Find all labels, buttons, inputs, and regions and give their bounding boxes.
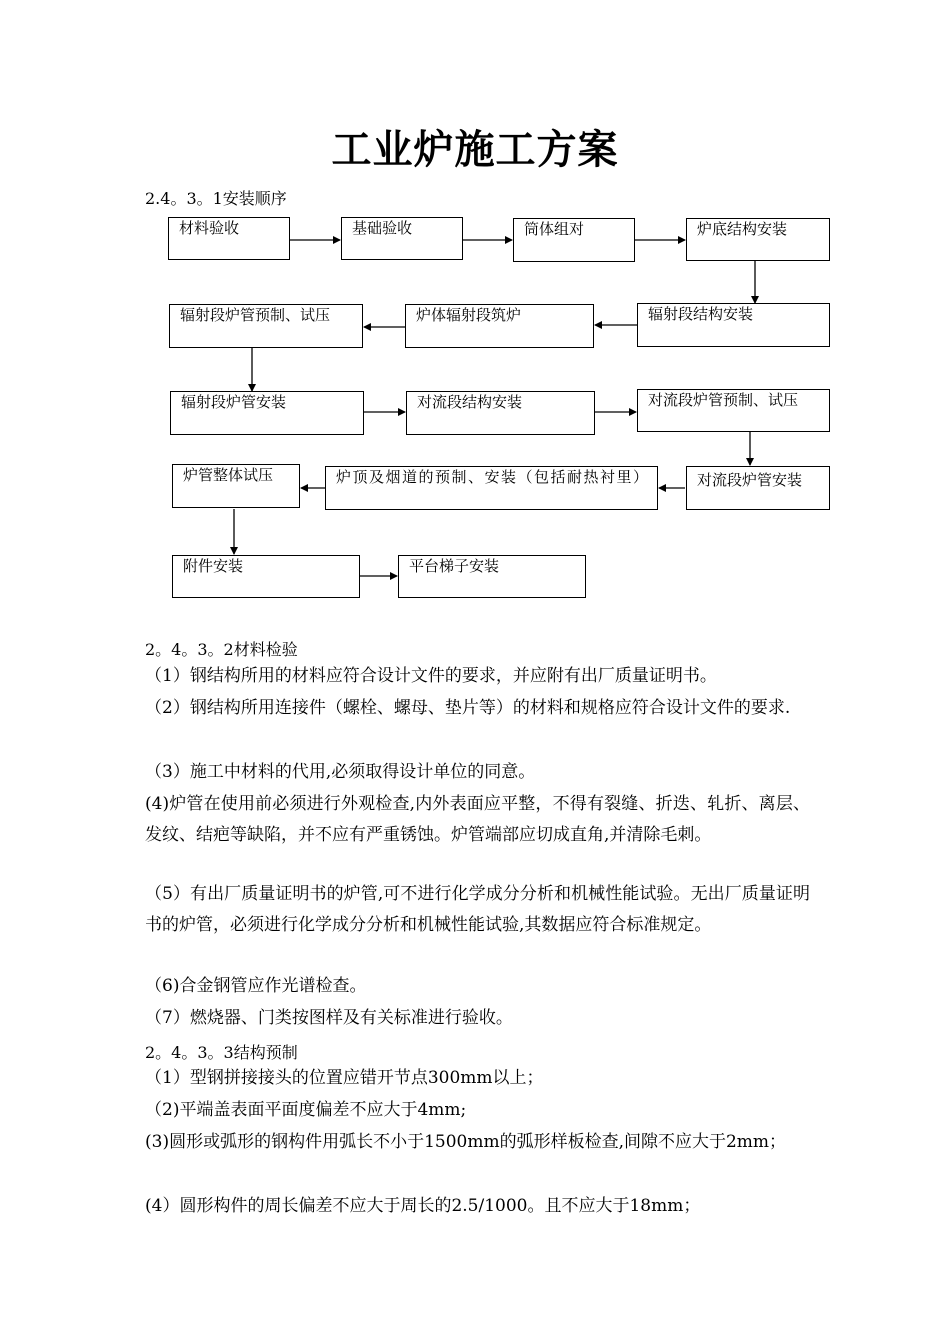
flow-step-radiant-tube-install: 辐射段炉管安装	[170, 391, 364, 435]
section-heading-install-sequence: 2.4。3。1安装顺序	[145, 189, 287, 208]
flow-step-radiant-structure: 辐射段结构安装	[637, 303, 830, 347]
inspection-item-3: （3）施工中材料的代用,必须取得设计单位的同意。	[145, 762, 536, 782]
flow-step-foundation-acceptance: 基础验收	[341, 217, 463, 260]
flow-step-tube-pressure-test: 炉管整体试压	[172, 464, 300, 508]
prefab-item-3: (3)圆形或弧形的钢构件用弧长不小于1500mm的弧形样板检查,间隙不应大于2mm；	[145, 1132, 787, 1152]
inspection-item-7: （7）燃烧器、门类按图样及有关标准进行验收。	[145, 1008, 513, 1028]
flow-step-material-acceptance: 材料验收	[168, 217, 290, 260]
prefab-item-1: （1）型钢拼接接头的位置应错开节点300mm以上；	[145, 1068, 544, 1088]
inspection-item-5: （5）有出厂质量证明书的炉管,可不进行化学成分分析和机械性能试验。无出厂质量证明书的炉管，必须进行化学成分分析和机械性能试验,其数据应符合标准规定。	[145, 884, 810, 935]
flow-step-convection-structure: 对流段结构安装	[406, 391, 595, 435]
inspection-item-1: （1）钢结构所用的材料应符合设计文件的要求，并应附有出厂质量证明书。	[145, 666, 717, 686]
document-title: 工业炉施工方案	[331, 127, 619, 173]
flow-step-furnace-bottom-structure: 炉底结构安装	[686, 218, 830, 261]
flow-step-radiant-refractory: 炉体辐射段筑炉	[405, 304, 594, 348]
flow-step-platform-ladder-install: 平台梯子安装	[398, 555, 586, 598]
flow-step-roof-flue-prefab: 炉顶及烟道的预制、安装（包括耐热衬里）	[325, 466, 658, 510]
inspection-item-4: (4)炉管在使用前必须进行外观检查,内外表面应平整，不得有裂缝、折迭、轧折、离层、发纹、结疤等缺陷，并不应有严重锈蚀。炉管端部应切成直角,并清除毛刺。	[145, 794, 810, 845]
inspection-item-2: （2）钢结构所用连接件（螺栓、螺母、垫片等）的材料和规格应符合设计文件的要求.	[145, 698, 791, 718]
prefab-item-4: (4）圆形构件的周长偏差不应大于周长的2.5/1000。且不应大于18mm；	[145, 1196, 701, 1216]
flow-step-shell-assembly: 筒体组对	[513, 218, 635, 262]
section-heading-material-inspection: 2。4。3。2材料检验	[145, 640, 298, 659]
section-heading-structure-prefab: 2。4。3。3结构预制	[145, 1043, 298, 1062]
prefab-item-2: （2)平端盖表面平面度偏差不应大于4mm;	[145, 1100, 467, 1120]
flow-step-radiant-tube-prefab: 辐射段炉管预制、试压	[169, 304, 363, 348]
flow-step-accessories-install: 附件安装	[172, 555, 360, 598]
flow-step-convection-tube-install: 对流段炉管安装	[686, 466, 830, 510]
flow-step-convection-tube-prefab: 对流段炉管预制、试压	[637, 389, 830, 432]
inspection-item-6: （6)合金钢管应作光谱检查。	[145, 976, 367, 996]
